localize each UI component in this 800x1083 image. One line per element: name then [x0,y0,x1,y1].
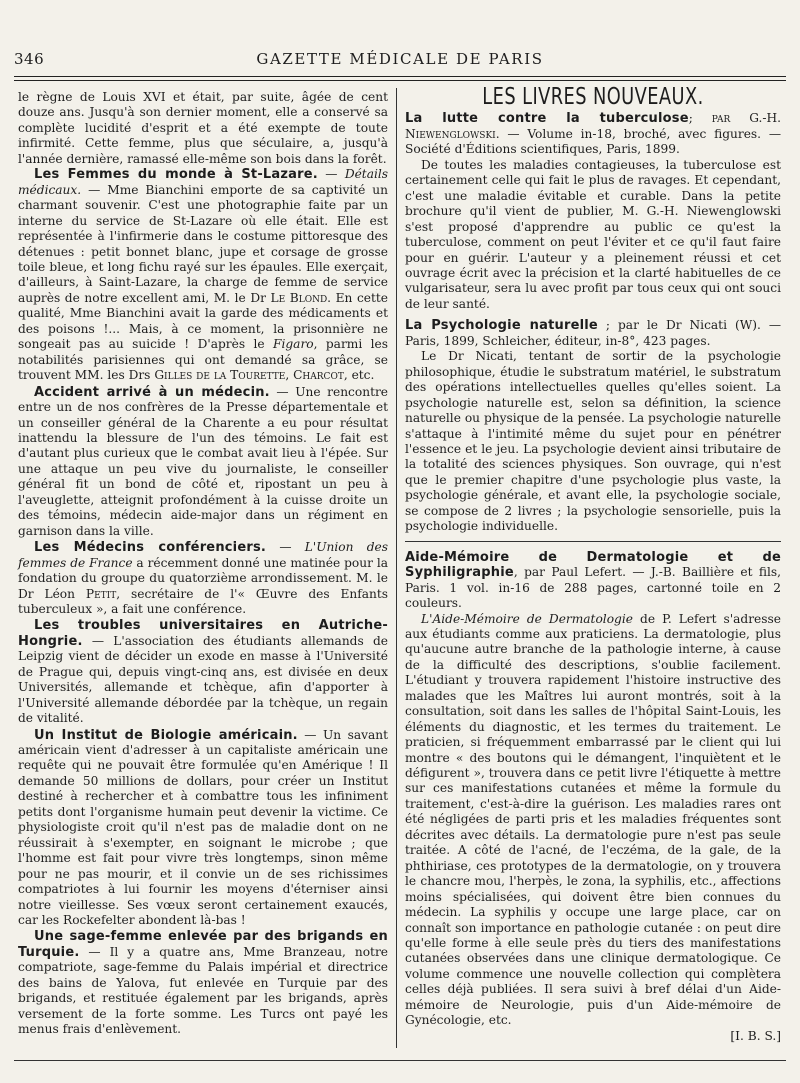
article-title: Les Médecins conférenciers. [34,540,267,556]
bottom-rule [14,1060,786,1061]
article-title: Une sage-femme enlevée par des brigands en Turquie. [18,929,388,960]
article-text: Il y a quatre ans, Mme Branzeau, notre compatriote, sage-femme du Palais impérial et directrice des bains de Yalova, fut enlevée en Turquie par des brigands, et restituée également par les brigands, après versement de la forte somme. Les Turcs ont payé les menus frais d'enlèvement. [18,944,388,1037]
intro-paragraph: le règne de Louis XVI et était, par suite, âgée de cent douze ans. Jusqu'à son dernier moment, elle a conservé sa complète lucidité d'esprit et a été exempte de toute infirmité. Cette femme, plus que séculaire, a, jusqu'à l'année dernière, ramassé elle-même son bois dans la forêt. [18,90,388,166]
section-title: LES LIVRES NOUVEAUX. [482,84,704,110]
book-review-psychologie [405,318,781,534]
header-rule-thin [14,80,786,81]
article-institut-biologie: Un Institut de Biologie américain. — Un savant américain vient d'adresser à un capitaliste américain une requête qui ne pouvait être formulée qu'en Amérique ! Il demande 50 millions de dollars, pour créer un Institut destiné à rechercher et à combattre tous les infiniment petits dont l'organisme humain peut devenir la victime. Ce physiologiste croit qu'il n'est pas de maladie dont on ne réussirait à s'exempter, en soignant le microbe ; que l'homme est fait pour vivre très longtemps, sinon même pour ne pas mourir, et il convie un de ses richissimes compatriotes à lui fournir les moyens d'éterniser ainsi notre vieillesse. Ses vœux seront certainement exaucés, car les Rockefelter abondent là-bas ! [18,727,389,928]
article-accident-medecin: Accident arrivé à un médecin. — Une rencontre entre un de nos confrères de la Presse départementale et un conseiller général de la Charente a eu pour résultat inattendu la blessure de l'un des témoins. Le fait est d'autant plus curieux que le combat avait lieu à l'épée. Sur une attaque un peu vive du journaliste, le conseiller général fit un bond de côté et, ripostant un peu à l'aveuglette, atteignit profondément à la cuisse droite un des témoins, médecin aide-major dans un régiment en garnison dans la ville. [18,384,389,538]
article-sage-femme: Une sage-femme enlevée par des brigands en Turquie. — Il y a quatre ans, Mme Branzeau, notre compatriote, sage-femme du Palais impérial et directrice des bains de Yalova, fut enlevée en Turquie par des brigands, et restituée également par les brigands, après versement de la forte somme. Les Turcs ont payé les menus frais d'enlèvement. [18,929,388,1037]
article-text: Une rencontre entre un de nos confrères de la Presse départementale et un conseiller général de la Charente a eu pour résultat inattendu la blessure de l'un des témoins. Le fait est d'autant plus curieux que le combat avait lieu à l'épée. Sur une attaque un peu vive du journaliste, le conseiller général fit un bond de côté et, ripostant un peu à l'aveuglette, atteignit profondément à la cuisse droite un des témoins, médecin aide-major dans un régiment en garnison dans la ville. [18,384,389,538]
article-medecins-conferenciers: Les Médecins conférenciers. — L'Union des femmes de France a récemment donné une matinée pour la fondation du groupe du quatorzième arrondissement. M. le Dr Léon Petit, secrétaire de l'« Œuvre des Enfants tuberculeux », a fait une conférence. [18,540,388,616]
article-text: Un savant américain vient d'adresser à un capitaliste américain une requête qui ne pouvait être formulée qu'en Amérique ! Il demande 50 millions de dollars, pour créer un Institut destiné à rechercher et à combattre tous les infiniment petits dont l'organisme humain peut devenir la victime. Ce physiologiste croit qu'il n'est pas de maladie dont on ne réussirait à s'exempter, en soignant le microbe ; que l'homme est fait pour vivre très longtemps, sinon même pour ne pas mourir, et il convie un de ses richissimes compatriotes à lui fournir les moyens d'éterniser ainsi notre vieillesse. Ses vœux seront certainement exaucés, car les Rockefelter abondent là-bas ! [18,727,389,928]
article-text: Mme Bianchini emporte de sa captivité un charmant souvenir. C'est une photographie faite par un interne du service de St-Lazare où elle était. Elle est représentée à l'infirmerie dans le costume pittoresque des détenues : petit bonnet blanc, jupe et corsage de grosse toile bleue, et long fichu rayé sur les épaules. Elle exerçait, d'ailleurs, à Saint-Lazare, la charge de femme de service auprès de notre excellent ami, M. le Dr [18,182,388,305]
article-femmes-st-lazare: Les Femmes du monde à St-Lazare. — Détails médicaux. — Mme Bianchini emporte de sa captivité un charmant souvenir. C'est une photographie faite par un interne du service de St-Lazare où elle était. Elle est représentée à l'infirmerie dans le costume pittoresque des détenues : petit bonnet blanc, jupe et corsage de grosse toile bleue, et long fichu rayé sur les épaules. Elle exerçait, d'ailleurs, à Saint-Lazare, la charge de femme de service auprès de notre excellent ami, M. le Dr Le Blond. En cette qualité, Mme Bianchini avait la garde des médicaments et des poisons !... Mais, à ce moment, la prisonnière ne songeait pas au suicide ! D'après le Figaro, parmi les notabilités parisiennes qui ont demandé sa grâce, se trouvent MM. les Drs Gilles de la Tourette, Charcot, etc. [18,167,389,383]
book-review-tuberculose [405,111,781,312]
article-title: Accident arrivé à un médecin. [34,384,270,400]
book-publication: — Volume in-18, broché, avec figures. — Société d'Éditions scientifiques, Paris, 1899. [405,126,782,157]
review-divider [405,541,781,542]
person-name: Le Blond [270,290,328,305]
newspaper-name: Figaro [273,337,314,352]
book-author: ; par G.-H. Niewenglowski. [405,111,782,141]
book-title: Aide-Mémoire de Dermatologie et de Syphiligraphie [405,549,781,581]
journal-title: GAZETTE MÉDICALE DE PARIS [256,50,544,68]
article-title: Les troubles universitaires en Autriche-Hongrie. [18,618,388,649]
article-text: , secrétaire de l'« Œuvre des Enfants tuberculeux », a fait une conférence. [18,586,388,616]
book-title: La lutte contre la tuberculose [405,111,689,127]
page-header [14,50,786,72]
article-subtitle: Détails médicaux. [18,167,389,197]
page-number: 346 [14,50,45,68]
right-column [405,84,782,1050]
book-title: La Psychologie naturelle [405,318,598,334]
person-name: Petit [85,586,117,601]
book-publication: Paris, 1899, Schleicher, éditeur, in-8°, 423 pages. [405,333,711,348]
article-troubles-universitaires: Les troubles universitaires en Autriche-Hongrie. — L'association des étudiants allemands de Leipzig vient de décider un exode en masse à l'Université de Prague qui, depuis vingt-cinq ans, est divisée en deux Universités, allemande et tchèque, afin d'apporter à l'Université allemande débordée par la tchèque, un regain de vitalité. [18,618,388,726]
column-divider [396,88,397,1048]
article-subtitle: L'Union des femmes de France [18,540,388,570]
article-title: Un Institut de Biologie américain. [34,727,298,743]
book-review-text: De toutes les maladies contagieuses, la tuberculose est certainement celle qui fait le plus de ravages. Et cependant, c'est une maladie évitable et curable. Dans la petite brochure qu'il vient de publier, M. G.-H. Niewenglowski s'est proposé d'apprendre au public ce qu'est la tuberculose, comment on peut l'éviter et ce qu'il faut faire pour en guérir. L'auteur y a pleinement réussi et cet ouvrage écrit avec la précision et la clarté habituelles de ce vulgarisateur, sera lu avec profit par tous ceux qui ont souci de leur santé. [405,157,781,311]
article-text: a récemment donné une matinée pour la fondation du groupe du quatorzième arrondissement. M. le Dr Léon [18,555,388,601]
book-title-inline: L'Aide-Mémoire de Dermatologie [421,611,633,626]
article-text: L'association des étudiants allemands de Leipzig vient de décider un exode en masse à l'Université de Prague qui, depuis vingt-cinq ans, est divisée en deux Universités, allemande et tchèque, afin d'apporter à l'Université allemande débordée par la tchèque, un regain de vitalité. [18,633,388,726]
person-names: Gilles de la Tourette, Charcot [154,368,344,383]
book-author: ; par le Dr Nicati (W). — [605,318,782,333]
book-author: , par Paul Lefert. [513,565,626,580]
article-text: , parmi les notabilités parisiennes qui ont demandé sa grâce, se trouvent MM. les Drs [18,337,389,383]
article-text: , etc. [343,368,375,383]
book-review-text: de P. Lefert s'adresse aux étudiants comme aux praticiens. La dermatologie, plus qu'aucune autre branche de la pathologie interne, à cause de la difficulté des descriptions, s'oublie facilement. L'étudiant y trouvera rapidement l'histoire instructive des malades que les Maîtres lui auront montrés, soit à la consultation, soit dans les salles de l'hôpital Saint-Louis, les éléments du diagnostic, et les termes du traitement. Le praticien, si fréquemment embarrassé par le client qui lui montre « des boutons qui le démangent, l'inquiètent et le défigurent », trouvera dans ce petit livre l'étiquette à mettre sur ces manifestations cutanées et même la formule du traitement, c'est-à-dire la guérison. Les maladies rares ont été négligées de parti pris et les maladies fréquentes sont décrites avec détails. La dermatologie pure n'est pas seule traitée. A côté de l'acné, de l'eczéma, de la gale, de la phthiriase, ces prototypes de la dermatologie, on y trouvera le chancre mou, l'herpès, le zona, la syphilis, etc., affections moins spécialisées, qui doivent être bien connues du médecin. La syphilis y occupe une large place, car on connaît son importance en pathologie cutanée : on peut dire qu'elle forme à elle seule près du tiers des manifestations cutanées observées dans une clinique dermatologique. Ce volume commence une nouvelle collection qui complètera celles déjà publiées. Il sera suivi à bref délai d'un Aide-mémoire de Neurologie, puis d'un Aide-mémoire de Gynécologie, etc. [405,611,781,1028]
book-publication: — J.-B. Baillière et fils, Paris. 1 vol. in-16 de 288 pages, cartonné toile en 2 couleurs. [405,565,782,611]
article-title: Les Femmes du monde à St-Lazare. [34,167,318,183]
book-review-text: Le Dr Nicati, tentant de sortir de la psychologie philosophique, étudie le substratum matériel, le substratum des opérations intellectuelles quelles qu'elles soient. La psychologie naturelle est, selon sa définition, la science naturelle ou physique de la pensée. La psychologie naturelle s'attaque à l'intimité même du sujet pour en pénétrer l'essence et le jeu. La psychologie devient ainsi tributaire de la totalité des sciences physiques. Son ouvrage, qui n'est que le premier chapitre d'une psychologie plus vaste, la psychologie générale, et avant elle, la psychologie sociale, se compose de 2 livres ; la psychologie sensorielle, puis la psychologie individuelle. [405,349,781,534]
header-rule [14,76,786,77]
signature: [I. B. S.] [730,1028,781,1043]
left-column [18,90,388,1039]
book-review-dermatologie [405,550,781,1045]
article-text: . En cette qualité, Mme Bianchini avait la garde des médicaments et des poisons !... Mais, à ce moment, la prisonnière ne songeait pas au suicide ! D'après le [18,290,388,352]
